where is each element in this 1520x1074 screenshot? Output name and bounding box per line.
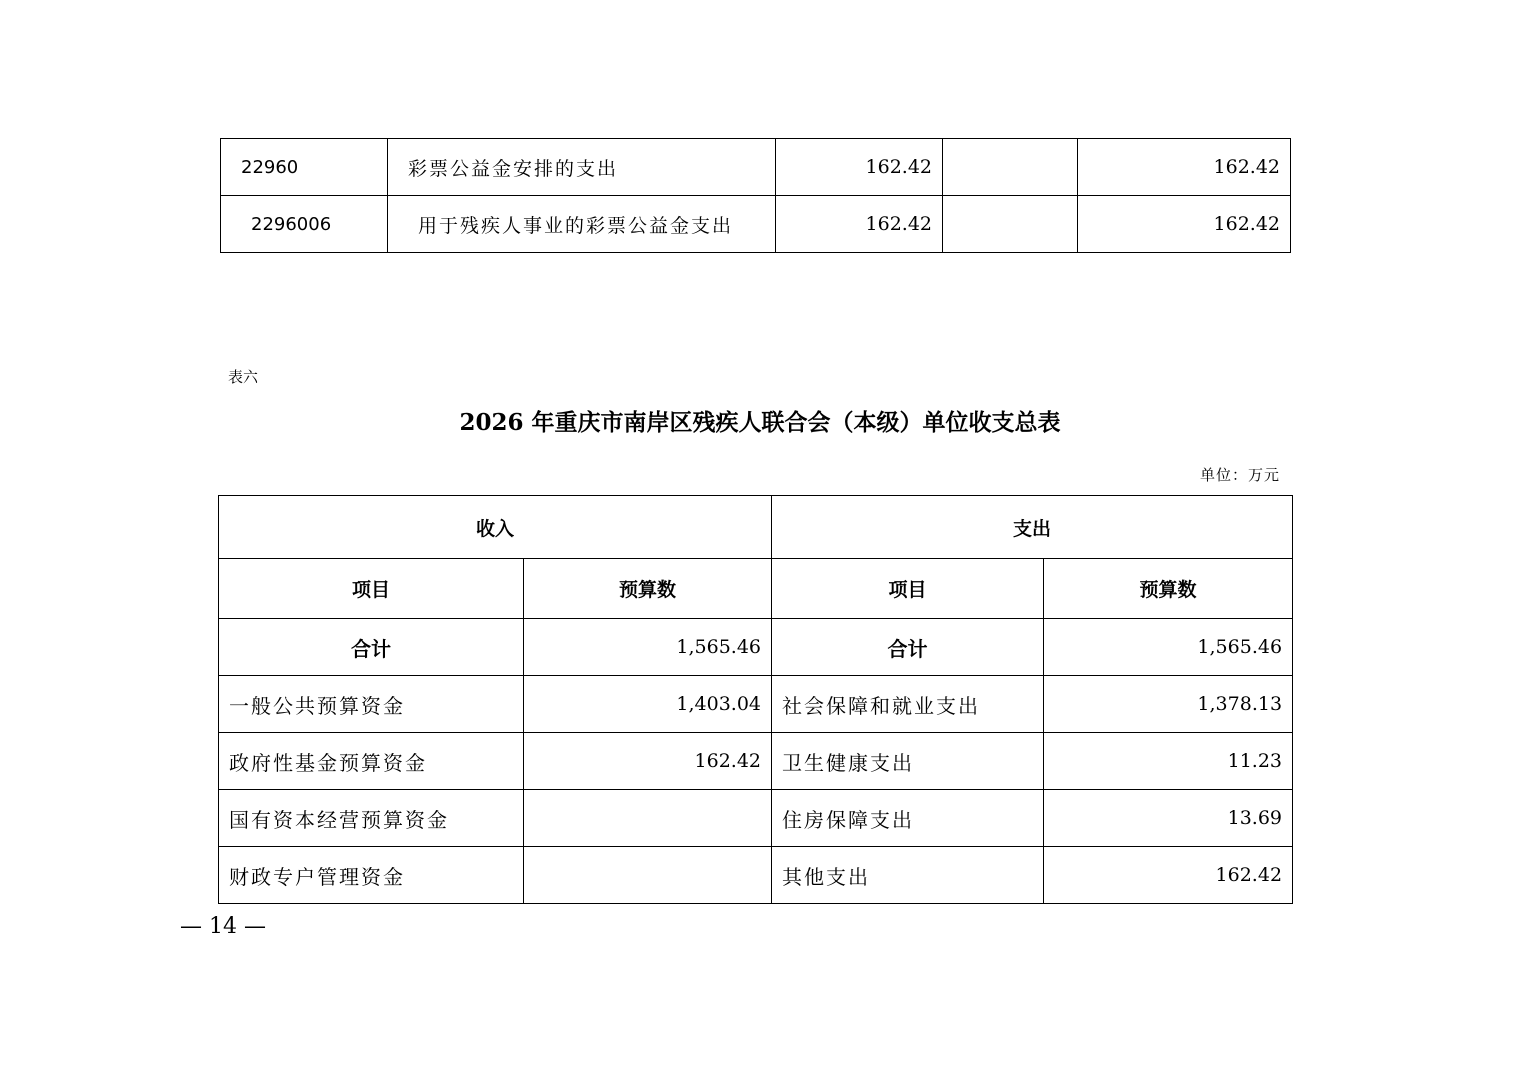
income-value: 1,403.04 xyxy=(524,676,772,733)
income-total-value: 1,565.46 xyxy=(524,619,772,676)
expense-item: 其他支出 xyxy=(772,847,1044,904)
income-item: 政府性基金预算资金 xyxy=(219,733,524,790)
expense-item: 卫生健康支出 xyxy=(772,733,1044,790)
table-row xyxy=(219,733,1293,790)
income-item: 国有资本经营预算资金 xyxy=(219,790,524,847)
expense-header: 支出 xyxy=(772,496,1293,559)
income-item: 财政专户管理资金 xyxy=(219,847,524,904)
budget-summary-table xyxy=(218,495,1293,904)
income-item-header: 项目 xyxy=(219,559,524,619)
value-cell: 162.42 xyxy=(1078,139,1291,196)
table-row xyxy=(221,196,1291,253)
expense-total-label: 合计 xyxy=(772,619,1044,676)
value-cell: 162.42 xyxy=(1078,196,1291,253)
expense-total-value: 1,565.46 xyxy=(1044,619,1293,676)
income-item: 一般公共预算资金 xyxy=(219,676,524,733)
table-label: 表六 xyxy=(228,368,259,386)
total-row xyxy=(219,619,1293,676)
page-title: 2026 年重庆市南岸区残疾人联合会（本级）单位收支总表 xyxy=(459,409,1061,436)
table-row xyxy=(221,139,1291,196)
table-row xyxy=(219,790,1293,847)
expense-item-header: 项目 xyxy=(772,559,1044,619)
value-cell: 162.42 xyxy=(776,196,943,253)
expense-budget-header: 预算数 xyxy=(1044,559,1293,619)
income-value xyxy=(524,847,772,904)
table-header-row xyxy=(219,496,1293,559)
value-cell xyxy=(943,196,1078,253)
code-cell: 2296006 xyxy=(221,196,388,253)
continued-table xyxy=(220,138,1291,253)
income-total-label: 合计 xyxy=(219,619,524,676)
expense-value: 11.23 xyxy=(1044,733,1293,790)
unit-label: 单位：万元 xyxy=(1199,466,1280,484)
table-row xyxy=(219,676,1293,733)
name-cell: 彩票公益金安排的支出 xyxy=(388,139,776,196)
expense-value: 162.42 xyxy=(1044,847,1293,904)
expense-item: 社会保障和就业支出 xyxy=(772,676,1044,733)
code-cell: 22960 xyxy=(221,139,388,196)
income-value xyxy=(524,790,772,847)
value-cell xyxy=(943,139,1078,196)
table-header-row xyxy=(219,559,1293,619)
table-row xyxy=(219,847,1293,904)
income-budget-header: 预算数 xyxy=(524,559,772,619)
name-cell: 用于残疾人事业的彩票公益金支出 xyxy=(388,196,776,253)
expense-item: 住房保障支出 xyxy=(772,790,1044,847)
income-header: 收入 xyxy=(219,496,772,559)
expense-value: 1,378.13 xyxy=(1044,676,1293,733)
value-cell: 162.42 xyxy=(776,139,943,196)
income-value: 162.42 xyxy=(524,733,772,790)
page-number: — 14 — xyxy=(180,914,266,939)
expense-value: 13.69 xyxy=(1044,790,1293,847)
